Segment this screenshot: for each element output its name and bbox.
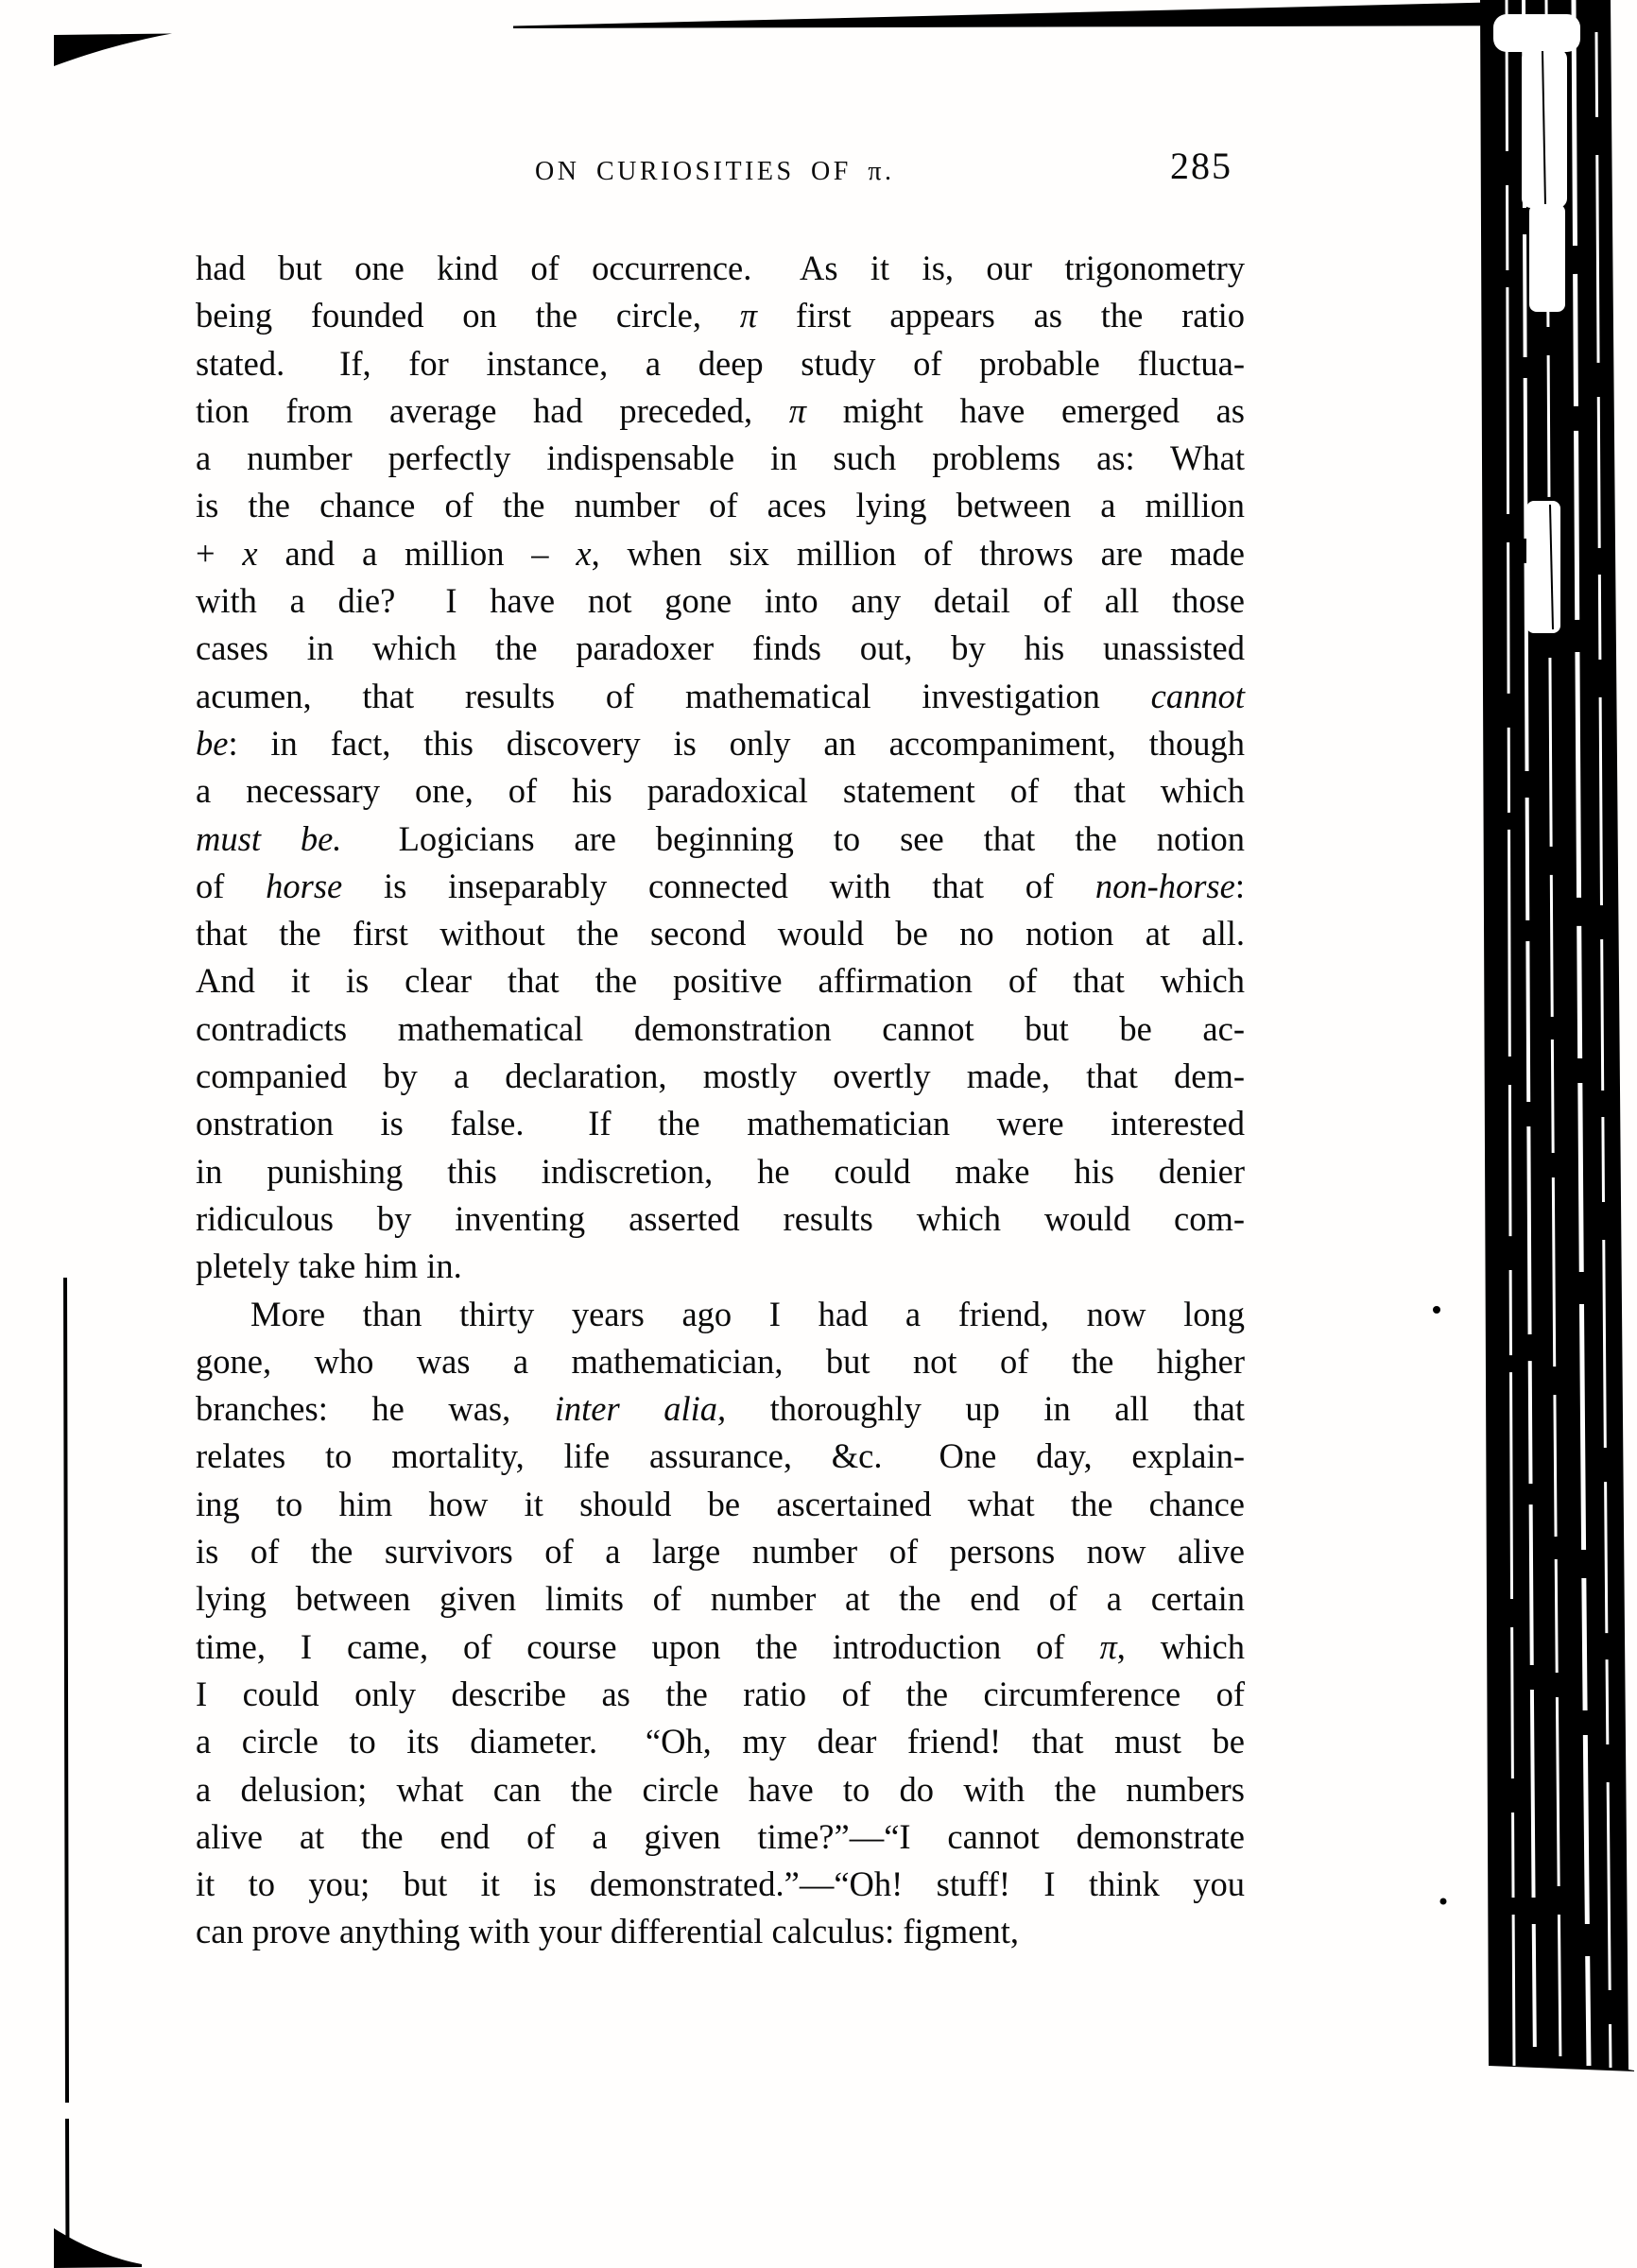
text-line: must be. Logicians are beginning to see that the notion	[196, 818, 1245, 858]
top-rule-mark	[513, 0, 1584, 28]
text-line: a number perfectly indispensable in such problems as: What	[196, 438, 1245, 478]
text-line: + x and a million – x, when six million of throws are made	[196, 533, 1245, 573]
bottom-corner-mark	[54, 2228, 142, 2268]
text-line: being founded on the circle, π first appears as the ratio	[196, 296, 1246, 335]
text-line: a circle to its diameter. “Oh, my dear friend! that must be	[196, 1722, 1245, 1761]
text-line: a necessary one, of his paradoxical statement of that which	[196, 771, 1245, 811]
left-margin-line	[65, 1278, 68, 2259]
text-line: a delusion; what can the circle have to do with the numbers	[196, 1769, 1245, 1809]
text-line: More than thirty years ago I had a friend, now long	[250, 1294, 1245, 1333]
text-line: stated. If, for instance, a deep study of probable fluctua-	[196, 343, 1245, 383]
text-line: of horse is inseparably connected with that of non-horse:	[196, 866, 1245, 905]
text-line: lying between given limits of number at the end of a certain	[196, 1579, 1245, 1619]
ink-dot	[1433, 1306, 1440, 1314]
text-line: gone, who was a mathematician, but not of the higher	[196, 1341, 1245, 1381]
page-number: 285	[1170, 145, 1232, 187]
text-line: had but one kind of occurrence. As it is, our trigonometry	[196, 249, 1245, 287]
text-line: time, I came, of course upon the introduction of π, which	[196, 1626, 1245, 1666]
text-line: be: in fact, this discovery is only an accompaniment, though	[196, 723, 1245, 763]
text-line: is the chance of the number of aces lying between a million	[196, 486, 1245, 525]
text-line: in punishing this indiscretion, he could make his denier	[196, 1151, 1245, 1191]
text-block	[196, 245, 1245, 1956]
text-line: contradicts mathematical demonstration cannot but be ac-	[196, 1008, 1245, 1048]
text-line: that the first without the second would be no notion at all.	[196, 914, 1245, 954]
text-line: branches: he was, inter alia, thoroughly up in all that	[196, 1389, 1246, 1429]
text-line: can prove anything with your differential calculus: figment,	[196, 1912, 1020, 1951]
book-binding-shadow	[1480, 0, 1634, 2071]
page-title: ON CURIOSITIES OF π.	[535, 157, 895, 186]
text-line: it to you; but it is demonstrated.”—“Oh! stuff! I think you	[196, 1864, 1245, 1904]
text-line: acumen, that results of mathematical investigation cannot	[196, 676, 1245, 715]
text-line: ing to him how it should be ascertained what the chance	[196, 1484, 1245, 1523]
text-line: tion from average had preceded, π might have emerged as	[196, 390, 1245, 430]
text-line: companied by a declaration, mostly overtly made, that dem-	[196, 1057, 1245, 1096]
text-line: alive at the end of a given time?”—“I cannot demonstrate	[196, 1816, 1245, 1856]
text-line: cases in which the paradoxer finds out, by his unassisted	[196, 628, 1245, 668]
text-line: with a die? I have not gone into any detail of all those	[196, 581, 1245, 621]
text-line: is of the survivors of a large number of persons now alive	[196, 1532, 1245, 1572]
text-line: I could only describe as the ratio of the circumference of	[196, 1674, 1245, 1713]
ink-dot	[1440, 1899, 1447, 1905]
text-line: And it is clear that the positive affirmation of that which	[196, 961, 1245, 1001]
text-line: onstration is false. If the mathematician were interested	[196, 1104, 1245, 1143]
text-line: pletely take him in.	[196, 1246, 462, 1286]
text-line: ridiculous by inventing asserted results which would com-	[196, 1198, 1245, 1238]
text-line: relates to mortality, life assurance, &c. One day, explain-	[196, 1436, 1245, 1476]
corner-swoosh-mark	[54, 34, 172, 67]
